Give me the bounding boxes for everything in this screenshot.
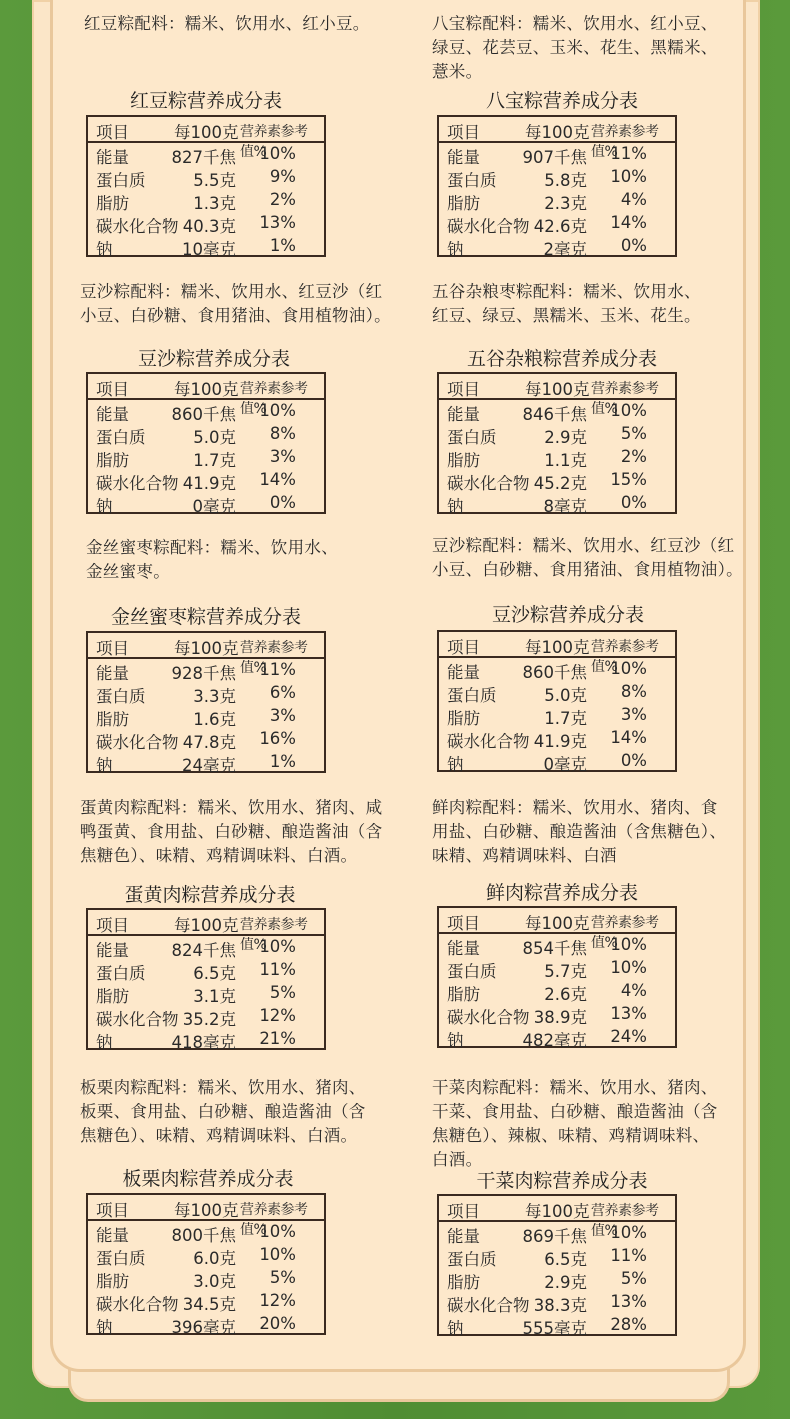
table-row <box>88 682 324 705</box>
nutrient-name: 蛋白质 <box>96 687 146 706</box>
table-row <box>88 189 324 212</box>
nutrient-value: 6.5克 <box>193 964 236 983</box>
header-nrv: 营养素参考值% <box>591 639 659 675</box>
nutrient-value: 860千焦 <box>522 663 587 682</box>
nutrient-nrv: 9% <box>269 167 296 186</box>
nutrient-nrv: 12% <box>259 1291 296 1310</box>
header-item: 项目 <box>447 914 480 933</box>
ingredients-text: 蛋黄肉粽配料：糯米、饮用水、猪肉、咸 鸭蛋黄、食用盐、白砂糖、酿造酱油（含 焦糖色）、味精、鸡精调味料、白酒。 <box>80 798 383 865</box>
nutrient-nrv: 10% <box>610 1223 647 1242</box>
nutrient-name: 钠 <box>96 240 113 259</box>
nutrient-nrv: 15% <box>610 470 647 489</box>
nutrient-value: 6.5克 <box>544 1250 587 1269</box>
nutrient-name: 蛋白质 <box>96 428 146 447</box>
nutrition-table <box>86 115 326 257</box>
ingredients-text: 八宝粽配料：糯米、饮用水、红小豆、 绿豆、花芸豆、玉米、花生、黑糯米、 薏米。 <box>432 14 718 81</box>
table-row <box>88 705 324 728</box>
nutrient-name: 蛋白质 <box>96 1249 146 1268</box>
nutrient-name: 脂肪 <box>96 451 129 470</box>
nutrient-nrv: 5% <box>620 1269 647 1288</box>
nutrient-value: 907千焦 <box>522 148 587 167</box>
nutrient-value: 40.3克 <box>182 217 236 236</box>
nutrient-nrv: 10% <box>610 167 647 186</box>
table-row <box>439 469 675 492</box>
nutrient-nrv: 10% <box>259 1222 296 1241</box>
nutrient-value: 47.8克 <box>182 733 236 752</box>
nutrient-name: 碳水化合物 <box>447 474 530 493</box>
table-row <box>88 1028 324 1051</box>
nutrient-name: 钠 <box>96 1318 113 1337</box>
table-title: 干菜肉粽营养成分表 <box>476 1170 648 1192</box>
nutrient-name: 钠 <box>96 756 113 775</box>
table-row <box>88 212 324 235</box>
header-per100g: 每100克 <box>525 914 590 933</box>
nutrient-name: 蛋白质 <box>447 962 497 981</box>
nutrient-name: 钠 <box>447 497 464 516</box>
nutrient-value: 555毫克 <box>522 1319 587 1338</box>
table-title: 豆沙粽营养成分表 <box>491 604 644 626</box>
nutrient-nrv: 3% <box>620 705 647 724</box>
header-nrv: 营养素参考值% <box>591 381 659 417</box>
nutrient-nrv: 11% <box>259 660 296 679</box>
nutrition-table <box>86 631 326 773</box>
table-row <box>88 400 324 423</box>
nutrient-value: 42.6克 <box>533 217 587 236</box>
header-per100g: 每100克 <box>174 639 239 658</box>
nutrient-name: 钠 <box>447 755 464 774</box>
nutrient-name: 蛋白质 <box>96 171 146 190</box>
nutrient-name: 碳水化合物 <box>96 1295 179 1314</box>
table-row <box>88 1290 324 1313</box>
table-row <box>88 659 324 682</box>
table-row <box>439 658 675 681</box>
nutrient-name: 蛋白质 <box>96 964 146 983</box>
nutrition-table <box>86 1193 326 1335</box>
nutrient-value: 24毫克 <box>182 756 236 775</box>
table-row <box>439 212 675 235</box>
nutrient-name: 能量 <box>96 664 129 683</box>
nutrient-nrv: 13% <box>259 213 296 232</box>
nutrient-value: 8毫克 <box>543 497 587 516</box>
nutrient-nrv: 4% <box>620 190 647 209</box>
nutrition-table <box>437 906 677 1048</box>
nutrient-value: 3.0克 <box>193 1272 236 1291</box>
header-nrv: 营养素参考值% <box>591 915 659 951</box>
nutrient-name: 蛋白质 <box>447 1250 497 1269</box>
table-row <box>88 1244 324 1267</box>
nutrient-value: 1.7克 <box>544 709 587 728</box>
table-row <box>88 1267 324 1290</box>
table-row <box>439 934 675 957</box>
nutrient-name: 碳水化合物 <box>447 1008 530 1027</box>
header-per100g: 每100克 <box>174 123 239 142</box>
nutrient-name: 能量 <box>447 1227 480 1246</box>
header-per100g: 每100克 <box>525 638 590 657</box>
header-nrv: 营养素参考值% <box>240 640 308 676</box>
nutrient-value: 928千焦 <box>171 664 236 683</box>
table-row <box>439 1314 675 1337</box>
nutrient-value: 5.8克 <box>544 171 587 190</box>
nutrient-value: 3.3克 <box>193 687 236 706</box>
table-row <box>439 1003 675 1026</box>
table-row <box>88 1221 324 1244</box>
nutrient-name: 蛋白质 <box>447 428 497 447</box>
table-row <box>439 957 675 980</box>
nutrient-name: 钠 <box>447 1031 464 1050</box>
nutrient-value: 482毫克 <box>522 1031 587 1050</box>
table-row <box>439 166 675 189</box>
nutrient-name: 碳水化合物 <box>447 1296 530 1315</box>
nutrient-nrv: 11% <box>610 144 647 163</box>
nutrient-value: 396毫克 <box>171 1318 236 1337</box>
header-nrv: 营养素参考值% <box>591 124 659 160</box>
nutrient-nrv: 10% <box>610 935 647 954</box>
nutrient-value: 0毫克 <box>192 497 236 516</box>
table-row <box>439 492 675 515</box>
table-row <box>439 727 675 750</box>
nutrient-value: 418毫克 <box>171 1033 236 1052</box>
table-title: 八宝粽营养成分表 <box>485 90 638 112</box>
nutrient-name: 脂肪 <box>447 194 480 213</box>
table-row <box>439 681 675 704</box>
table-title: 五谷杂粮粽营养成分表 <box>466 348 657 370</box>
nutrient-nrv: 13% <box>610 1292 647 1311</box>
nutrient-value: 2毫克 <box>543 240 587 259</box>
table-row <box>88 235 324 258</box>
table-row <box>439 1291 675 1314</box>
table-row <box>88 423 324 446</box>
nutrient-nrv: 16% <box>259 729 296 748</box>
table-row <box>88 959 324 982</box>
table-row <box>88 982 324 1005</box>
table-title: 金丝蜜枣粽营养成分表 <box>110 606 301 628</box>
nutrition-table <box>86 372 326 514</box>
nutrient-name: 碳水化合物 <box>96 733 179 752</box>
table-row <box>88 1005 324 1028</box>
nutrient-name: 脂肪 <box>96 987 129 1006</box>
nutrient-nrv: 28% <box>610 1315 647 1334</box>
nutrient-name: 能量 <box>96 148 129 167</box>
nutrient-value: 800千焦 <box>171 1226 236 1245</box>
nutrient-name: 蛋白质 <box>447 171 497 190</box>
nutrition-table <box>86 908 326 1050</box>
header-per100g: 每100克 <box>525 1202 590 1221</box>
nutrient-value: 5.0克 <box>193 428 236 447</box>
nutrient-value: 5.7克 <box>544 962 587 981</box>
header-nrv: 营养素参考值% <box>240 917 308 953</box>
table-row <box>439 704 675 727</box>
header-item: 项目 <box>96 1201 129 1220</box>
nutrient-name: 脂肪 <box>447 451 480 470</box>
table-row <box>88 166 324 189</box>
nutrient-value: 41.9克 <box>533 732 587 751</box>
nutrient-nrv: 12% <box>259 1006 296 1025</box>
nutrient-name: 碳水化合物 <box>447 217 530 236</box>
ingredients-text: 鲜肉粽配料：糯米、饮用水、猪肉、食 用盐、白砂糖、酿造酱油（含焦糖色）、 味精、鸡精调味料、白酒 <box>432 798 727 865</box>
nutrient-name: 脂肪 <box>447 985 480 1004</box>
nutrient-value: 846千焦 <box>522 405 587 424</box>
nutrient-nrv: 1% <box>269 752 296 771</box>
ingredients-text: 金丝蜜枣粽配料：糯米、饮用水、 金丝蜜枣。 <box>86 538 338 581</box>
nutrient-nrv: 5% <box>269 1268 296 1287</box>
nutrient-value: 38.9克 <box>533 1008 587 1027</box>
table-title: 红豆粽营养成分表 <box>129 90 282 112</box>
header-item: 项目 <box>447 1202 480 1221</box>
nutrient-value: 2.9克 <box>544 428 587 447</box>
nutrient-value: 2.9克 <box>544 1273 587 1292</box>
nutrient-value: 3.1克 <box>193 987 236 1006</box>
nutrient-name: 脂肪 <box>447 1273 480 1292</box>
nutrient-value: 41.9克 <box>182 474 236 493</box>
nutrient-name: 脂肪 <box>96 710 129 729</box>
nutrient-value: 869千焦 <box>522 1227 587 1246</box>
nutrient-name: 蛋白质 <box>447 686 497 705</box>
table-row <box>439 1268 675 1291</box>
nutrient-nrv: 4% <box>620 981 647 1000</box>
nutrient-value: 38.3克 <box>533 1296 587 1315</box>
nutrient-name: 能量 <box>447 939 480 958</box>
header-item: 项目 <box>96 380 129 399</box>
nutrient-nrv: 10% <box>259 1245 296 1264</box>
header-per100g: 每100克 <box>174 916 239 935</box>
nutrient-value: 1.1克 <box>544 451 587 470</box>
header-item: 项目 <box>96 123 129 142</box>
nutrient-nrv: 11% <box>610 1246 647 1265</box>
nutrition-table <box>437 115 677 257</box>
header-per100g: 每100克 <box>174 1201 239 1220</box>
ingredients-text: 五谷杂粮枣粽配料：糯米、饮用水、 红豆、绿豆、黑糯米、玉米、花生。 <box>432 282 701 325</box>
nutrient-nrv: 8% <box>269 424 296 443</box>
nutrient-nrv: 3% <box>269 447 296 466</box>
nutrient-name: 脂肪 <box>96 194 129 213</box>
ingredients-text: 板栗肉粽配料：糯米、饮用水、猪肉、 板栗、食用盐、白砂糖、酿造酱油（含 焦糖色）、味精、鸡精调味料、白酒。 <box>80 1078 366 1145</box>
nutrient-nrv: 2% <box>269 190 296 209</box>
nutrient-value: 2.6克 <box>544 985 587 1004</box>
nutrient-name: 钠 <box>96 1033 113 1052</box>
table-row <box>88 728 324 751</box>
table-title: 鲜肉粽营养成分表 <box>485 882 638 904</box>
nutrient-nrv: 0% <box>620 493 647 512</box>
nutrient-name: 碳水化合物 <box>96 474 179 493</box>
nutrient-name: 脂肪 <box>447 709 480 728</box>
nutrient-nrv: 10% <box>610 659 647 678</box>
table-row <box>439 980 675 1003</box>
nutrient-name: 钠 <box>447 240 464 259</box>
header-per100g: 每100克 <box>525 380 590 399</box>
nutrient-value: 35.2克 <box>182 1010 236 1029</box>
table-row <box>88 936 324 959</box>
nutrient-nrv: 13% <box>610 1004 647 1023</box>
nutrient-value: 10毫克 <box>182 240 236 259</box>
ingredients-text: 红豆粽配料：糯米、饮用水、红小豆。 <box>84 14 370 33</box>
table-title: 豆沙粽营养成分表 <box>137 348 290 370</box>
nutrient-value: 824千焦 <box>171 941 236 960</box>
nutrient-name: 能量 <box>447 405 480 424</box>
nutrient-value: 854千焦 <box>522 939 587 958</box>
nutrient-nrv: 0% <box>620 236 647 255</box>
table-row <box>88 492 324 515</box>
table-row <box>88 469 324 492</box>
table-row <box>439 189 675 212</box>
header-item: 项目 <box>96 639 129 658</box>
nutrient-value: 1.3克 <box>193 194 236 213</box>
nutrient-name: 碳水化合物 <box>447 732 530 751</box>
nutrient-nrv: 6% <box>269 683 296 702</box>
nutrient-name: 能量 <box>447 148 480 167</box>
table-row <box>439 1222 675 1245</box>
nutrient-nrv: 5% <box>269 983 296 1002</box>
nutrient-name: 脂肪 <box>96 1272 129 1291</box>
nutrient-nrv: 1% <box>269 236 296 255</box>
nutrient-nrv: 14% <box>610 728 647 747</box>
nutrient-nrv: 0% <box>269 493 296 512</box>
table-row <box>439 235 675 258</box>
nutrition-table <box>437 630 677 772</box>
nutrient-nrv: 10% <box>259 401 296 420</box>
nutrient-nrv: 8% <box>620 682 647 701</box>
nutrient-nrv: 10% <box>610 401 647 420</box>
header-item: 项目 <box>96 916 129 935</box>
nutrient-name: 碳水化合物 <box>96 217 179 236</box>
nutrient-nrv: 5% <box>620 424 647 443</box>
nutrient-nrv: 21% <box>259 1029 296 1048</box>
ingredients-text: 豆沙粽配料：糯米、饮用水、红豆沙（红 小豆、白砂糖、食用猪油、食用植物油）。 <box>432 536 743 579</box>
nutrient-name: 能量 <box>96 941 129 960</box>
nutrition-table <box>437 372 677 514</box>
nutrient-value: 860千焦 <box>171 405 236 424</box>
ingredients-text: 豆沙粽配料：糯米、饮用水、红豆沙（红 小豆、白砂糖、食用猪油、食用植物油）。 <box>80 282 391 325</box>
nutrient-name: 碳水化合物 <box>96 1010 179 1029</box>
nutrient-nrv: 20% <box>259 1314 296 1333</box>
header-item: 项目 <box>447 123 480 142</box>
table-title: 蛋黄肉粽营养成分表 <box>124 884 296 906</box>
header-nrv: 营养素参考值% <box>591 1203 659 1239</box>
ingredients-text: 干菜肉粽配料：糯米、饮用水、猪肉、 干菜、食用盐、白砂糖、酿造酱油（含 焦糖色）、辣椒、味精、鸡精调味料、 白酒。 <box>432 1078 718 1169</box>
header-nrv: 营养素参考值% <box>240 124 308 160</box>
table-row <box>88 751 324 774</box>
nutrient-nrv: 10% <box>259 937 296 956</box>
nutrient-nrv: 10% <box>610 958 647 977</box>
nutrient-name: 钠 <box>96 497 113 516</box>
nutrient-value: 1.6克 <box>193 710 236 729</box>
nutrient-name: 钠 <box>447 1319 464 1338</box>
nutrient-nrv: 11% <box>259 960 296 979</box>
header-nrv: 营养素参考值% <box>240 1202 308 1238</box>
nutrient-value: 0毫克 <box>543 755 587 774</box>
nutrient-value: 827千焦 <box>171 148 236 167</box>
nutrient-nrv: 14% <box>610 213 647 232</box>
table-row <box>439 400 675 423</box>
nutrient-value: 5.0克 <box>544 686 587 705</box>
table-row <box>88 143 324 166</box>
nutrient-nrv: 3% <box>269 706 296 725</box>
table-row <box>439 750 675 773</box>
nutrient-value: 6.0克 <box>193 1249 236 1268</box>
table-row <box>439 1245 675 1268</box>
nutrient-value: 1.7克 <box>193 451 236 470</box>
nutrient-name: 能量 <box>96 405 129 424</box>
table-row <box>88 446 324 469</box>
nutrient-value: 34.5克 <box>182 1295 236 1314</box>
header-per100g: 每100克 <box>525 123 590 142</box>
nutrient-nrv: 2% <box>620 447 647 466</box>
table-row <box>439 1026 675 1049</box>
nutrient-value: 5.5克 <box>193 171 236 190</box>
nutrient-nrv: 24% <box>610 1027 647 1046</box>
nutrient-name: 能量 <box>96 1226 129 1245</box>
nutrient-nrv: 10% <box>259 144 296 163</box>
table-title: 板栗肉粽营养成分表 <box>122 1168 294 1190</box>
table-row <box>439 446 675 469</box>
nutrient-value: 2.3克 <box>544 194 587 213</box>
nutrient-nrv: 0% <box>620 751 647 770</box>
header-nrv: 营养素参考值% <box>240 381 308 417</box>
header-item: 项目 <box>447 638 480 657</box>
nutrient-nrv: 14% <box>259 470 296 489</box>
table-row <box>88 1313 324 1336</box>
header-per100g: 每100克 <box>174 380 239 399</box>
table-row <box>439 143 675 166</box>
nutrient-name: 能量 <box>447 663 480 682</box>
nutrition-table <box>437 1194 677 1336</box>
nutrient-value: 45.2克 <box>533 474 587 493</box>
header-item: 项目 <box>447 380 480 399</box>
table-row <box>439 423 675 446</box>
